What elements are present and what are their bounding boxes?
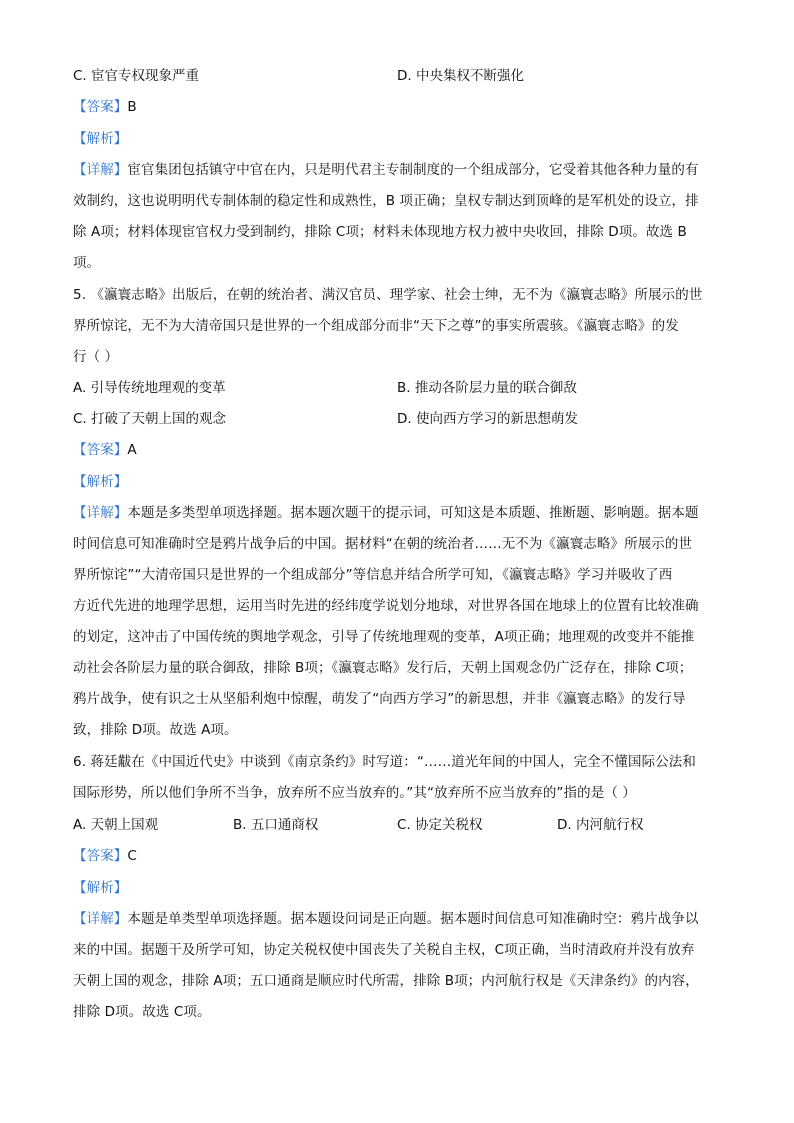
q6-detail-line: 天朝上国的观念，排除 A项；五口通商是顺应时代所需，排除 B项；内河航行权是《天津条约》的内容， — [73, 973, 699, 989]
detail-tag: 【详解】 — [73, 911, 128, 927]
q4-detail-line — [73, 160, 699, 180]
answer-tag: 【答案】 — [73, 442, 128, 458]
answer-value: C — [127, 848, 137, 864]
analysis-tag: 【解析】 — [73, 131, 128, 147]
answer-value: B — [127, 99, 137, 115]
q6-option-b: B. 五口通商权 — [233, 817, 319, 833]
q6-detail-line — [73, 909, 699, 929]
q5-detail-line: 时间信息可知准确时空是鸦片战争后的中国。据材料“在朝的统治者……无不为《瀛寰志略》所展示的世 — [73, 536, 693, 552]
q6-stem-line: 国际形势，所以他们争所不当争，放弃所不应当放弃的。”其“放弃所不应当放弃的”指的是（ ） — [73, 785, 636, 801]
detail-tag: 【详解】 — [73, 162, 128, 178]
q6-option-a: A. 天朝上国观 — [73, 817, 159, 833]
q5-option-c: C. 打破了天朝上国的观念 — [73, 411, 227, 427]
q4-option-c: C. 宦官专权现象严重 — [73, 68, 200, 84]
q5-detail-line: 动社会各阶层力量的联合御敌，排除 B项；《瀛寰志略》发行后，天朝上国观念仍广泛存在，排除 C项； — [73, 660, 693, 676]
q5-option-b: B. 推动各阶层力量的联合御敌 — [397, 380, 577, 396]
q6-answer — [73, 846, 137, 866]
q6-stem-line: 6. 蒋廷黻在《中国近代史》中谈到《南京条约》时写道：“……道光年间的中国人，完全不懂国际公法和 — [73, 754, 696, 770]
detail-text: 本题是单类型单项选择题。据本题设问词是正向题。据本题时间信息可知准确时空：鸦片战争以 — [127, 911, 699, 927]
detail-tag: 【详解】 — [73, 505, 128, 521]
q5-detail-line: 鸦片战争，使有识之士从坚船利炮中惊醒，萌发了“向西方学习”的新思想，并非《瀛寰志略》的发行导 — [73, 691, 686, 707]
q4-detail-line: 效制约，这也说明明代专制体制的稳定性和成熟性，B 项正确；皇权专制达到顶峰的是军机处的设立，排 — [73, 193, 699, 209]
q5-stem-line: 5. 《瀛寰志略》出版后，在朝的统治者、满汉官员、理学家、社会士绅，无不为《瀛寰志略》所展示的世 — [73, 287, 703, 303]
q5-detail-line: 方近代先进的地理学思想，运用当时先进的经纬度学说划分地球，对世界各国在地球上的位置有比较准确 — [73, 598, 699, 614]
q4-detail-line: 项。 — [73, 255, 101, 271]
q5-option-a: A. 引导传统地理观的变革 — [73, 380, 226, 396]
q6-detail-line: 来的中国。据题干及所学可知，协定关税权使中国丧失了关税自主权，C项正确，当时清政府并没有放弃 — [73, 942, 695, 958]
q5-option-d: D. 使向西方学习的新思想萌发 — [397, 411, 578, 427]
detail-text: 宦官集团包括镇守中官在内，只是明代君主专制制度的一个组成部分，它受着其他各种力量的有 — [127, 162, 699, 178]
q5-answer — [73, 440, 137, 460]
q6-analysis-heading — [73, 878, 127, 898]
q5-detail-line: 致，排除 D项。故选 A项。 — [73, 722, 238, 738]
analysis-tag: 【解析】 — [73, 474, 128, 490]
q4-analysis-heading — [73, 129, 127, 149]
q6-option-c: C. 协定关税权 — [397, 817, 483, 833]
q5-analysis-heading — [73, 472, 127, 492]
q4-detail-line: 除 A项；材料体现宦官权力受到制约，排除 C项；材料未体现地方权力被中央收回，排除 D项。故选 B — [73, 224, 687, 240]
analysis-tag: 【解析】 — [73, 880, 128, 896]
answer-tag: 【答案】 — [73, 848, 128, 864]
answer-value: A — [127, 442, 137, 458]
q5-stem-line: 行（ ） — [73, 349, 119, 365]
q6-option-d: D. 内河航行权 — [557, 817, 644, 833]
q6-detail-line: 排除 D项。故选 C项。 — [73, 1004, 211, 1020]
q4-answer — [73, 97, 137, 117]
q5-detail-line: 的划定，这冲击了中国传统的舆地学观念，引导了传统地理观的变革，A项正确；地理观的改变并不能推 — [73, 629, 695, 645]
answer-tag: 【答案】 — [73, 99, 128, 115]
q5-stem-line: 界所惊诧，无不为大清帝国只是世界的一个组成部分而非“天下之尊”的事实所震骇。《瀛寰志略》的发 — [73, 318, 679, 334]
q4-option-d: D. 中央集权不断强化 — [397, 68, 524, 84]
q5-detail-line — [73, 503, 699, 523]
q5-detail-line: 界所惊诧”“大清帝国只是世界的一个组成部分”等信息并结合所学可知，《瀛寰志略》学习并吸收了西 — [73, 567, 673, 583]
detail-text: 本题是多类型单项选择题。据本题次题干的提示词，可知这是本质题、推断题、影响题。据本题 — [127, 505, 699, 521]
